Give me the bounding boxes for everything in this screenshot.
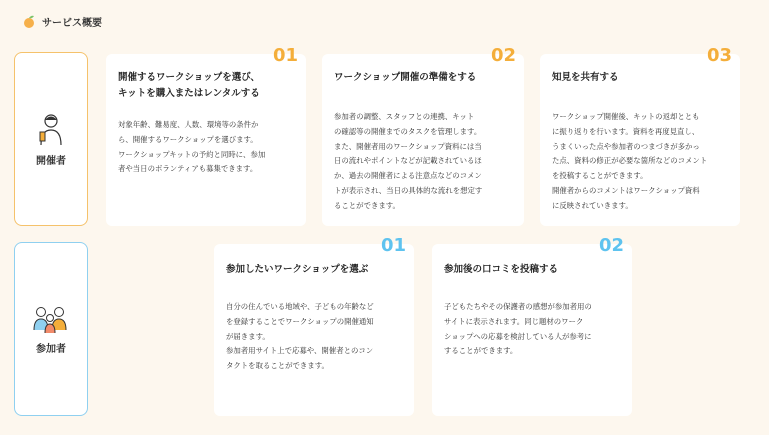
step-number: 01	[272, 45, 298, 66]
step-number: 02	[490, 45, 516, 66]
participants-group-icon	[31, 304, 71, 334]
step-title: 開催するワークショップを選び、 キットを購入またはレンタルする	[118, 72, 260, 99]
participant-step-card-2	[432, 235, 632, 416]
role-host	[14, 52, 88, 226]
step-title: 知見を共有する	[552, 72, 619, 83]
step-description: 自分の住んでいる地域や、子どもの年齢など を登録することでワークショップの開催通知 が届きます。 参加者用サイト上で応募や、開催者とのコン タクトを取ることができます。	[226, 302, 374, 371]
step-title: 参加後の口コミを投稿する	[444, 264, 559, 275]
step-number: 01	[380, 235, 406, 256]
host-step-card-1	[106, 45, 306, 226]
step-description: 対象年齢、難易度、人数、環境等の条件か ら、開催するワークショップを選びます。 ワークショップキットの予約と同時に、参加 者や当日のボランティアも募集できます。	[118, 120, 266, 174]
host-step-card-2	[322, 45, 524, 226]
step-description: 参加者の調整、スタッフとの連携、キット の確認等の開催までのタスクを管理します。 また、開催者用のワークショップ資料には当 日の流れやポイントなどが記載されているほ か、過去の開催者による注意点などのコメン トが表示され、当日の具体的な流れを想定す ることができます。	[334, 112, 483, 210]
step-description: 子どもたちやその保護者の感想が参加者用の サイトに表示されます。同じ題材のワーク ショップへの応募を検討している人が参考に することができます。	[444, 302, 592, 356]
page-title: サービス概要	[42, 18, 102, 29]
step-title: 参加したいワークショップを選ぶ	[226, 264, 369, 275]
page-header	[22, 14, 102, 29]
host-person-icon	[36, 112, 66, 146]
step-title: ワークショップ開催の準備をする	[334, 72, 477, 83]
role-participant	[14, 242, 88, 416]
orange-logo-icon	[22, 15, 36, 29]
step-number: 03	[706, 45, 732, 66]
step-description: ワークショップ開催後、キットの返却ととも に振り返りを行います。資料を再度見直し、 うまくいった点や参加者のつまづきが多かっ た点、資料の修正が必要な箇所などのコメント を投稿することができます。 開催者からのコメントはワークショップ資料 に反映されていきます。	[552, 112, 708, 210]
participant-step-card-1	[214, 235, 414, 416]
step-number: 02	[598, 235, 624, 256]
host-step-card-3	[540, 45, 740, 226]
role-participant-label: 参加者	[36, 343, 66, 355]
role-host-label: 開催者	[36, 155, 66, 167]
